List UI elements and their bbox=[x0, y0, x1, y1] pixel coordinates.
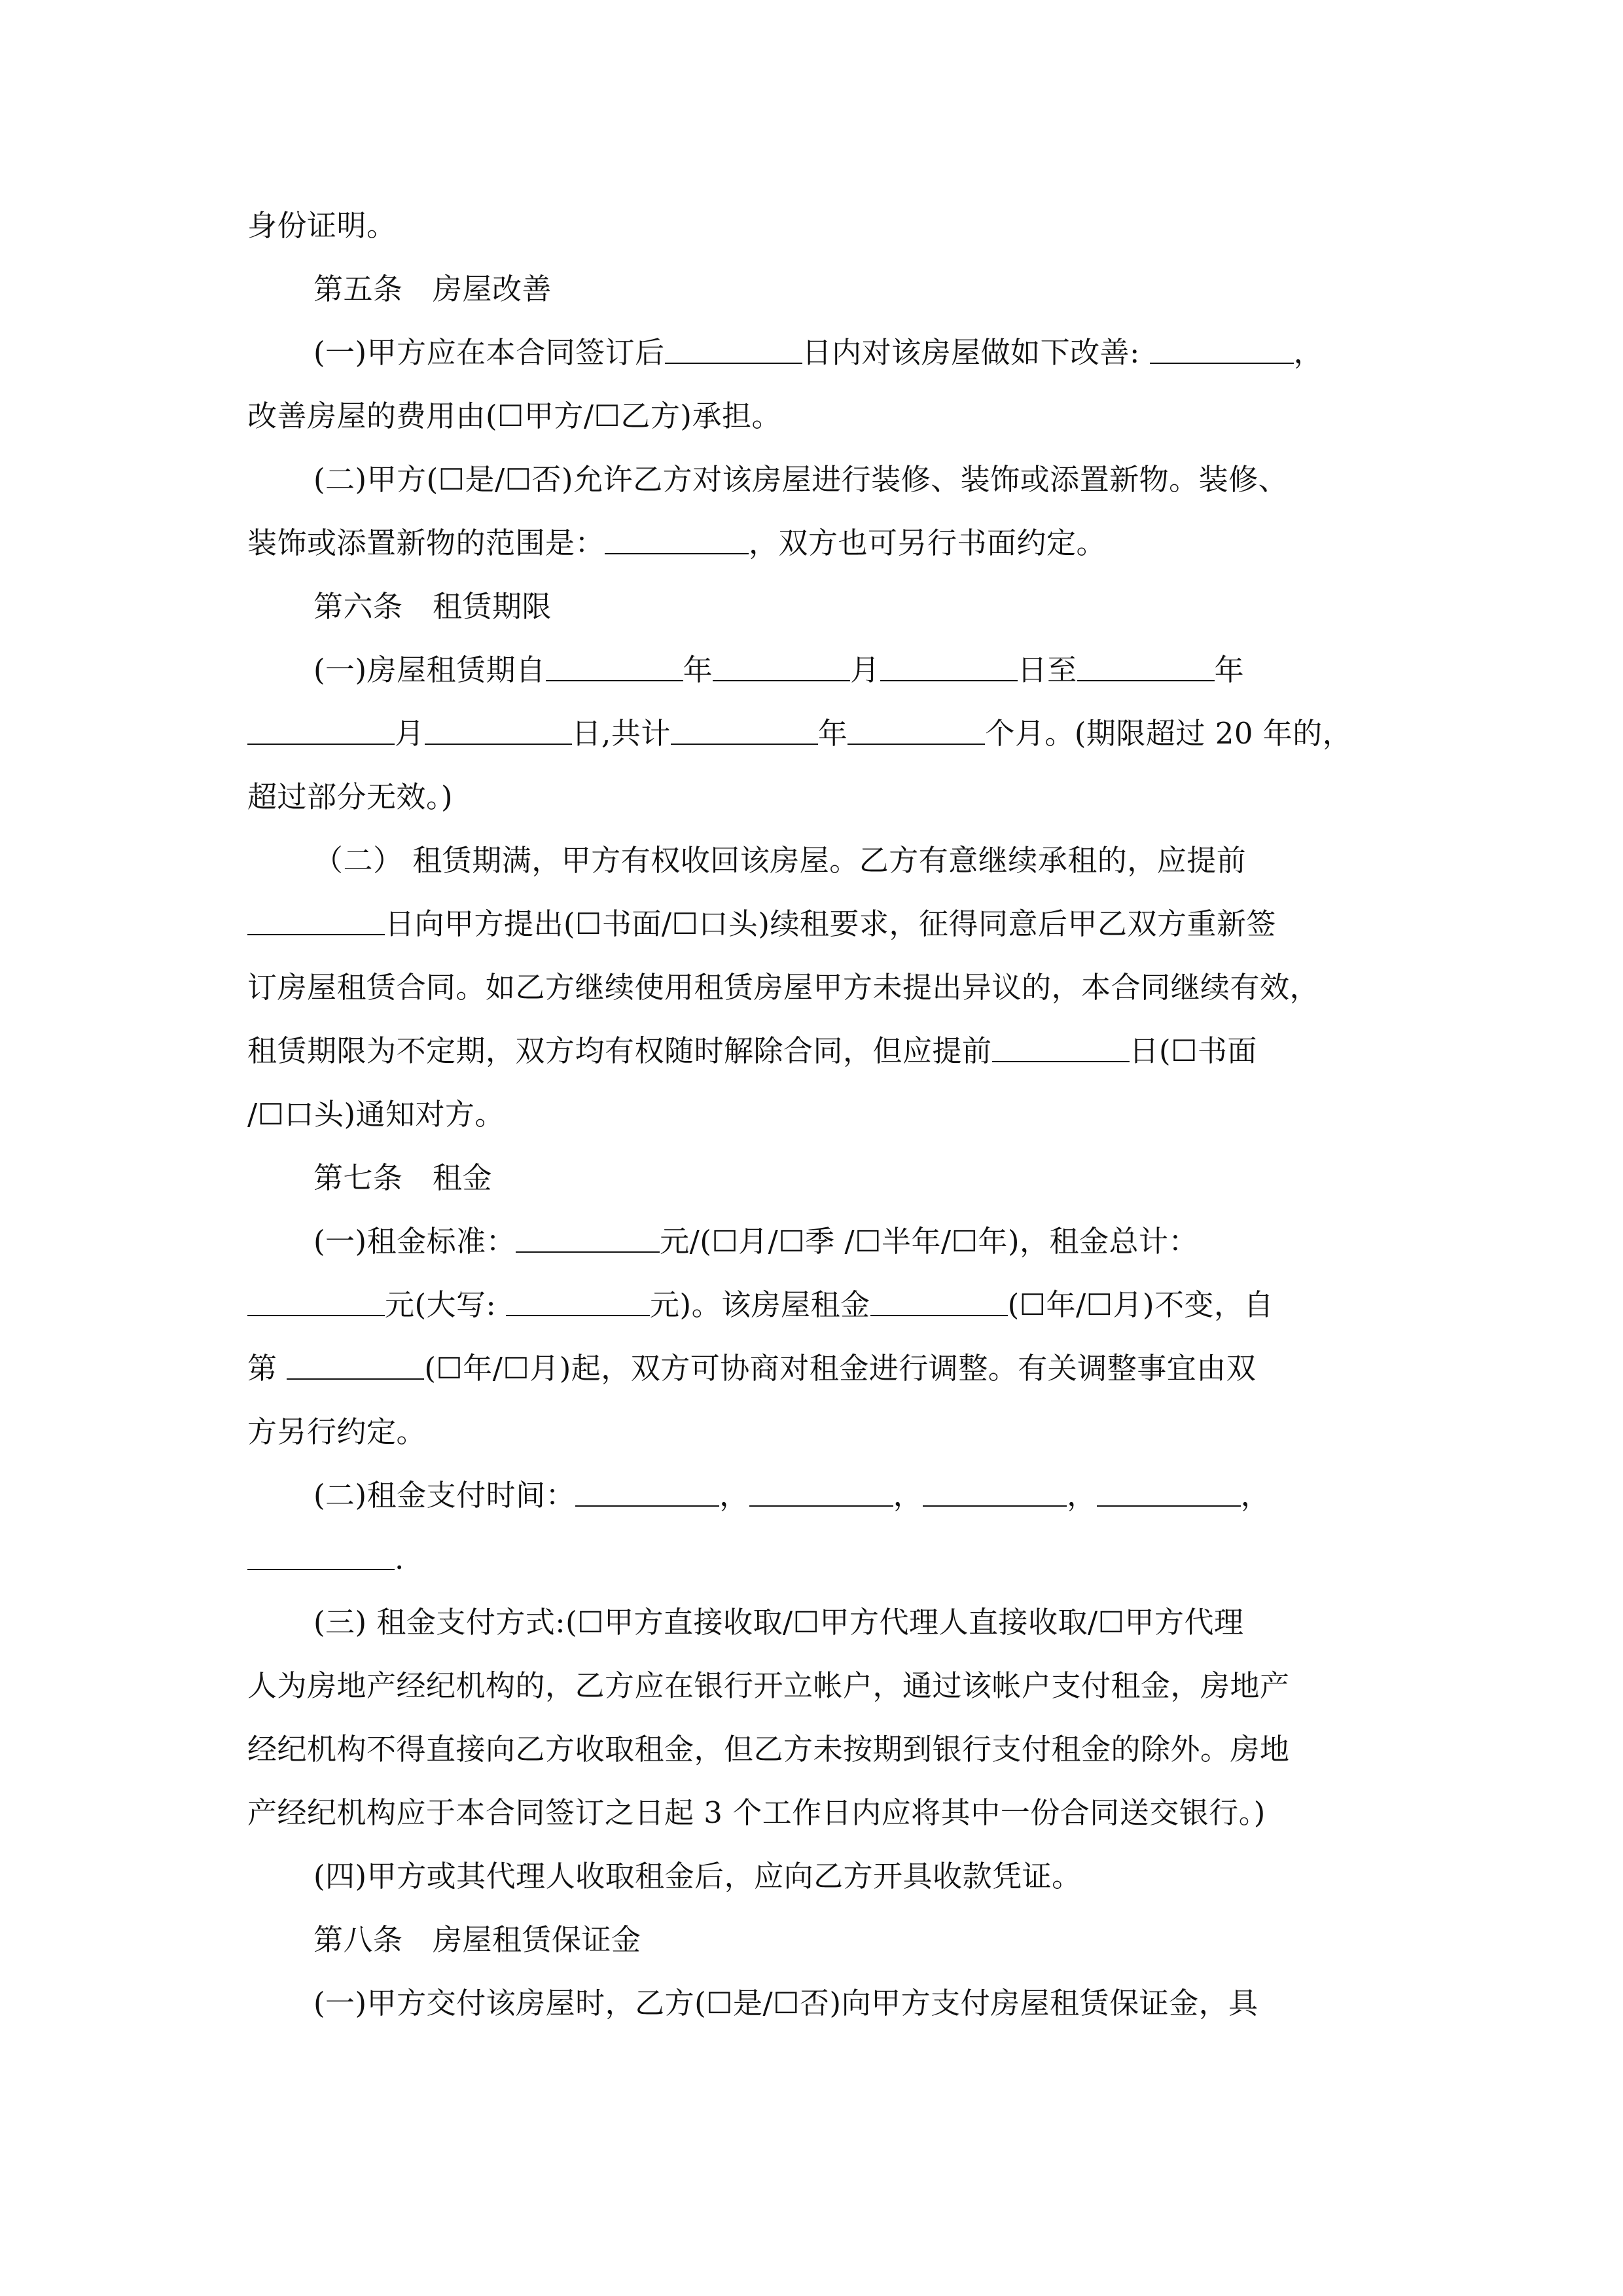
clause-text: 方另行约定。 bbox=[247, 1414, 427, 1449]
clause-text: 个月。(期限超过 20 年的， bbox=[985, 716, 1353, 751]
separator: ， bbox=[1067, 1478, 1097, 1513]
fill-blank[interactable] bbox=[247, 717, 395, 745]
clause-text: 产经纪机构应于本合同签订之日起 3 个工作日内应将其中一份合同送交银行。) bbox=[247, 1795, 1266, 1830]
fill-blank[interactable] bbox=[713, 654, 850, 681]
clause-text: (二)甲方(☐是/☐否)允许乙方对该房屋进行装修、装饰或添置新物。装修、 bbox=[313, 462, 1289, 497]
fill-blank[interactable] bbox=[546, 654, 683, 681]
clause-text: 改善房屋的费用由(☐甲方/☐乙方)承担。 bbox=[247, 399, 781, 433]
clause-text: 日向甲方提出(☐书面/☐口头)续租要求，征得同意后甲乙双方重新签 bbox=[385, 906, 1276, 941]
text-line bbox=[247, 1463, 1380, 1527]
text-line bbox=[247, 1717, 1380, 1781]
article-heading bbox=[247, 575, 1380, 638]
clause-text: (一)租金标准： bbox=[313, 1224, 516, 1259]
heading-text: 第七条 租金 bbox=[313, 1160, 493, 1195]
text-line bbox=[247, 1083, 1380, 1146]
text-line bbox=[247, 511, 1380, 575]
text-line bbox=[247, 1654, 1380, 1717]
fill-blank[interactable] bbox=[575, 1479, 719, 1507]
fill-blank[interactable] bbox=[1150, 336, 1294, 364]
clause-text: 年 bbox=[683, 653, 713, 687]
document-page bbox=[247, 194, 1380, 2035]
fill-blank[interactable] bbox=[1097, 1479, 1241, 1507]
heading-text: 第八条 房屋租赁保证金 bbox=[313, 1922, 641, 1957]
text-line bbox=[247, 638, 1380, 702]
text-line bbox=[247, 1781, 1380, 1844]
clause-text: (一)甲方应在本合同签订后 bbox=[313, 335, 665, 370]
clause-text: 租赁期限为不定期，双方均有权随时解除合同，但应提前 bbox=[247, 1033, 992, 1068]
fill-blank[interactable] bbox=[247, 1543, 395, 1570]
clause-text: （二） 租赁期满，甲方有权收回该房屋。乙方有意继续承租的，应提前 bbox=[313, 843, 1247, 878]
fill-blank[interactable] bbox=[425, 717, 572, 745]
clause-text: ，双方也可另行书面约定。 bbox=[749, 526, 1107, 560]
heading-text: 第五条 房屋改善 bbox=[313, 272, 552, 306]
fill-blank[interactable] bbox=[880, 654, 1018, 681]
text-line bbox=[247, 321, 1380, 384]
clause-text: 元)。该房屋租金 bbox=[650, 1287, 870, 1322]
clause-text: 元/(☐月/☐季 /☐半年/☐年)，租金总计： bbox=[660, 1224, 1199, 1259]
text-line bbox=[247, 765, 1380, 829]
clause-text: (☐年/☐月)不变，自 bbox=[1007, 1287, 1274, 1322]
clause-text: (二)租金支付时间： bbox=[313, 1478, 576, 1513]
fill-blank[interactable] bbox=[247, 908, 385, 935]
clause-text: 日至 bbox=[1017, 653, 1077, 687]
clause-text: 日,共计 bbox=[571, 716, 671, 751]
clause-text: (四)甲方或其代理人收取租金后，应向乙方开具收款凭证。 bbox=[313, 1859, 1082, 1893]
paragraph-text: 身份证明。 bbox=[247, 208, 397, 243]
fill-blank[interactable] bbox=[605, 527, 749, 554]
text-line bbox=[247, 702, 1380, 765]
separator: ， bbox=[1240, 1478, 1271, 1513]
text-line bbox=[247, 1210, 1380, 1273]
clause-text: 日(☐书面 bbox=[1129, 1033, 1257, 1068]
clause-text: 超过部分无效。) bbox=[247, 780, 454, 814]
text-line bbox=[247, 384, 1380, 448]
text-line bbox=[247, 1527, 1380, 1590]
article-heading bbox=[247, 257, 1380, 321]
fill-blank[interactable] bbox=[992, 1035, 1130, 1062]
fill-blank[interactable] bbox=[749, 1479, 893, 1507]
clause-text: 装饰或添置新物的范围是： bbox=[247, 526, 605, 560]
clause-text: . bbox=[395, 1541, 404, 1576]
clause-text: /☐口头)通知对方。 bbox=[247, 1097, 505, 1132]
fill-blank[interactable] bbox=[671, 717, 818, 745]
separator: ， bbox=[893, 1478, 923, 1513]
clause-text: 月 bbox=[395, 716, 425, 751]
fill-blank[interactable] bbox=[665, 336, 802, 364]
fill-blank[interactable] bbox=[247, 1289, 385, 1316]
fill-blank[interactable] bbox=[870, 1289, 1008, 1316]
text-line bbox=[247, 1971, 1380, 2035]
text-line bbox=[247, 1400, 1380, 1463]
fill-blank[interactable] bbox=[516, 1225, 660, 1253]
clause-text: 经纪机构不得直接向乙方收取租金，但乙方未按期到银行支付租金的除外。房地 bbox=[247, 1732, 1290, 1767]
clause-text: 订房屋租赁合同。如乙方继续使用租赁房屋甲方未提出异议的，本合同继续有效， bbox=[247, 970, 1320, 1005]
clause-text: 年 bbox=[817, 716, 848, 751]
clause-text: 月 bbox=[850, 653, 880, 687]
text-line bbox=[247, 892, 1380, 956]
article-heading bbox=[247, 1908, 1380, 1971]
fill-blank[interactable] bbox=[1077, 654, 1215, 681]
heading-text: 第六条 租赁期限 bbox=[313, 589, 552, 624]
clause-text: 日内对该房屋做如下改善: bbox=[802, 335, 1140, 370]
clause-text: (一)甲方交付该房屋时，乙方(☐是/☐否)向甲方支付房屋租赁保证金，具 bbox=[313, 1986, 1258, 2020]
text-line bbox=[247, 1273, 1380, 1336]
clause-text: (一)房屋租赁期自 bbox=[313, 653, 546, 687]
fill-blank[interactable] bbox=[847, 717, 985, 745]
text-line bbox=[247, 1844, 1380, 1908]
text-line bbox=[247, 1336, 1380, 1400]
article-heading bbox=[247, 1146, 1380, 1210]
clause-text: (三) 租金支付方式:(☐甲方直接收取/☐甲方代理人直接收取/☐甲方代理 bbox=[313, 1605, 1244, 1640]
clause-text: ， bbox=[1293, 335, 1324, 370]
text-line bbox=[247, 829, 1380, 892]
fill-blank[interactable] bbox=[506, 1289, 650, 1316]
fill-blank[interactable] bbox=[287, 1352, 424, 1380]
clause-text: 年 bbox=[1214, 653, 1245, 687]
clause-text: 第 bbox=[247, 1351, 287, 1386]
text-line bbox=[247, 956, 1380, 1019]
text-line bbox=[247, 1019, 1380, 1083]
clause-text: (☐年/☐月)起，双方可协商对租金进行调整。有关调整事宜由双 bbox=[424, 1351, 1257, 1386]
text-line bbox=[247, 1590, 1380, 1654]
separator: ， bbox=[719, 1478, 749, 1513]
text-line bbox=[247, 448, 1380, 511]
text-line bbox=[247, 194, 1380, 257]
clause-text: 人为房地产经纪机构的，乙方应在银行开立帐户，通过该帐户支付租金，房地产 bbox=[247, 1668, 1290, 1703]
fill-blank[interactable] bbox=[923, 1479, 1067, 1507]
clause-text: 元(大写: bbox=[385, 1287, 497, 1322]
